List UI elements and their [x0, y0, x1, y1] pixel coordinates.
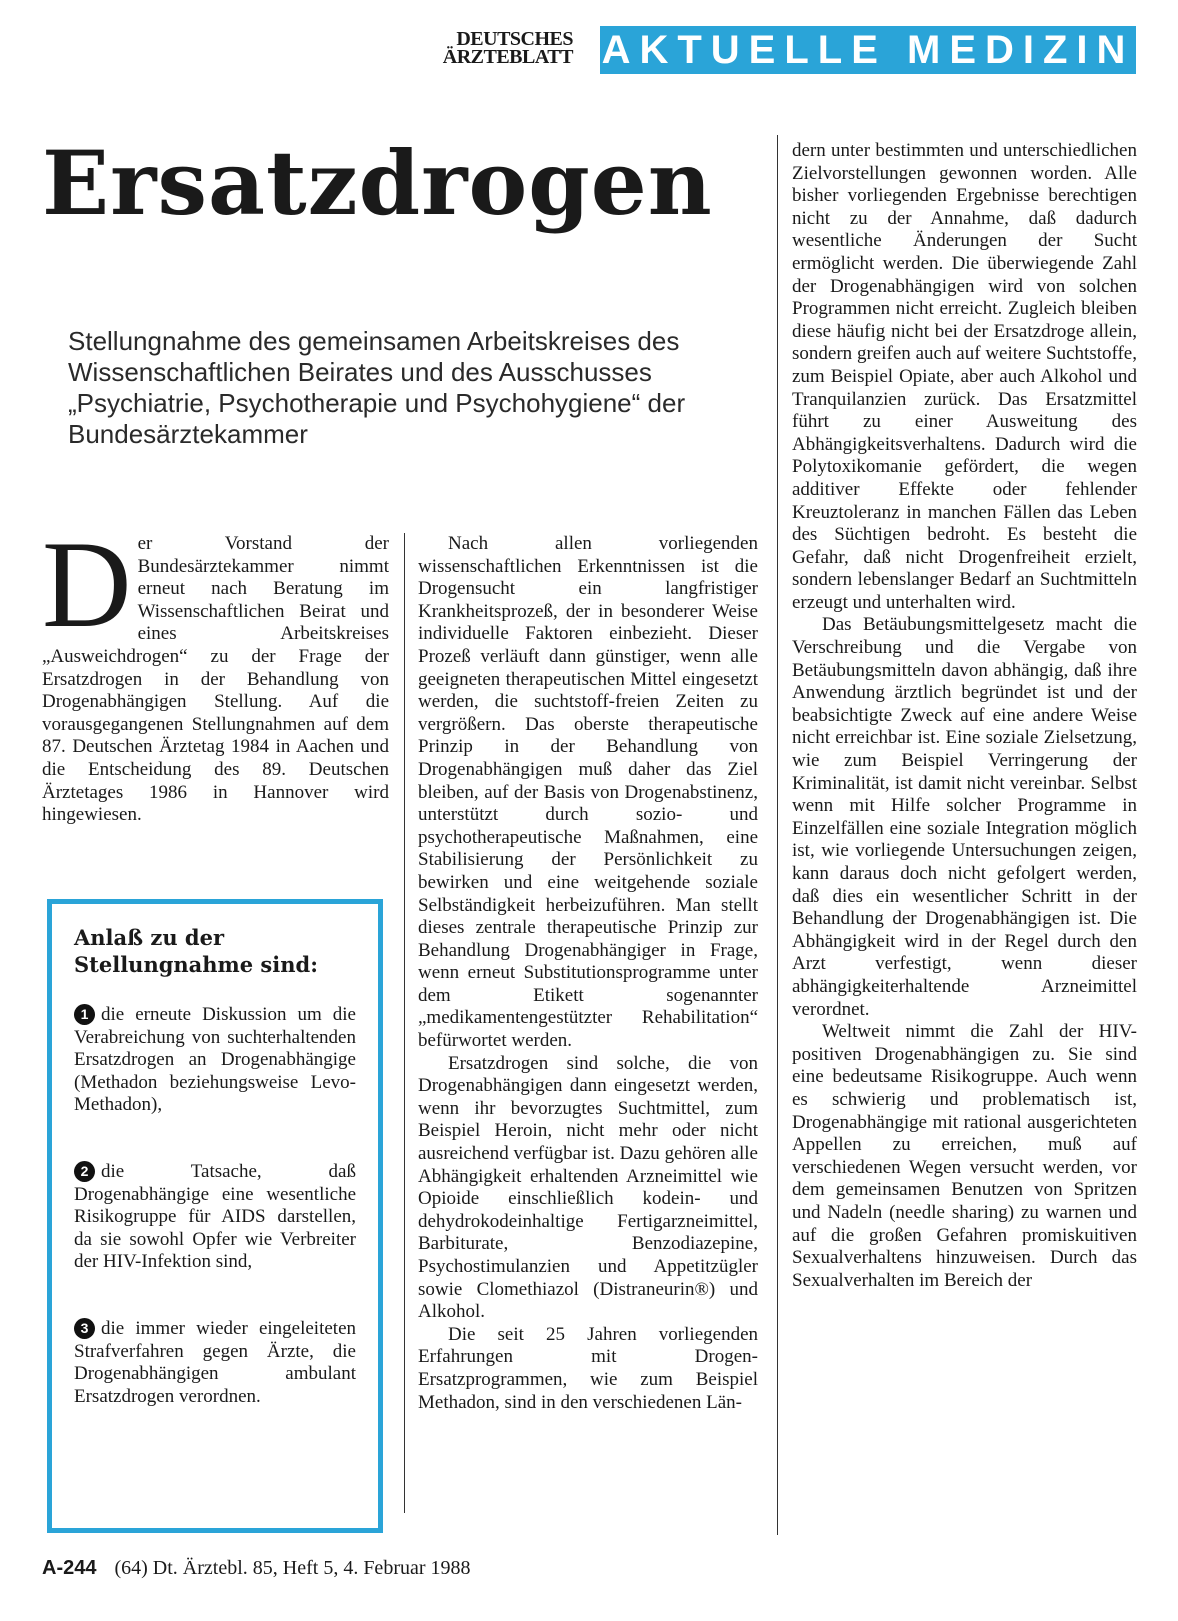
body-paragraph: dern unter bestimmten und unterschiedlichen Zielvorstellungen gewonnen worden. Alle bisher vorliegenden Ergebnisse berechtigen nicht zu der Annahme, daß dadurch wesentliche Änderungen der Sucht ermöglicht werden. Die überwiegende Zahl der Drogenabhängigen wird von solchen Programmen nicht erreicht. Zugleich bleiben diese häufig nicht bei der Ersatzdroge allein, sondern greifen auch auf weitere Suchtstoffe, zum Beispiel Opiate, aber auch Alkohol und Tranquilanzien zurück. Das Ersatzmittel führt zu einer Ausweitung des Abhängigkeitsverhaltens. Dadurch wird die Polytoxikomanie gefördert, die wegen additiver Effekte oder fehlender Kreuztoleranz in manchen Fällen das Leben des Süchtigen bedroht. Es besteht die Gefahr, daß nicht Drogenfreiheit erzielt, sondern lebenslanger Bedarf an Suchtmitteln erzeugt und unterhalten wird.	[792, 140, 1137, 613]
number-badge-3: 3	[74, 1318, 95, 1339]
article-subtitle: Stellungnahme des gemeinsamen Arbeitskreises des Wissenschaftlichen Beirates und des Ausschusses „Psychiatrie, Psychotherapie und Psychohygiene“ der Bundesärztekammer	[68, 326, 686, 449]
reason-item	[74, 1004, 356, 1117]
text-column-1	[42, 516, 389, 827]
page-footer	[42, 1556, 471, 1580]
intro-paragraph-text: er Vorstand der Bundesärztekammer nimmt erneut nach Beratung im Wissenschaftlichen Beirat und eines Arbeitskreises „Ausweichdrogen“ zu der Frage der Ersatzdrogen in der Behandlung von Drogenabhängigen Stellung. Auf die vorausgegangenen Stellungnahmen auf dem 87. Deutschen Ärztetag 1984 in Aachen und die Entscheidung des 89. Deutschen Ärztetages 1986 in Hannover wird hingewiesen.	[42, 533, 389, 826]
text-column-3	[792, 140, 1137, 1292]
body-paragraph: Weltweit nimmt die Zahl der HIV-positiven Drogenabhängigen zu. Sie sind eine bedeutsame Risikogruppe. Auch wenn es schwierig und problematisch ist, Drogenabhängige mit rational ausgerichteten Appellen zu erreichen, muß auf verschiedenen Wegen versucht werden, vor dem gemeinsamen Benutzen von Spritzen und Nadeln (needle sharing) zu warnen und auf die großen Gefahren promiskuitiven Sexualverhaltens hinzuweisen. Durch das Sexualverhalten im Bereich der	[792, 1021, 1137, 1291]
column-divider	[777, 135, 778, 1535]
journal-name-line2: ÄRZTEBLATT	[442, 46, 573, 68]
intro-paragraph	[42, 516, 389, 827]
reason-item-text: die Tatsache, daß Drogenabhängige eine wesentliche Risikogruppe für AIDS darstellen, da sie sowohl Opfer wie Verbreiter der HIV-Infektion sind,	[74, 1160, 356, 1273]
citation: (64) Dt. Ärztebl. 85, Heft 5, 4. Februar 1988	[114, 1557, 471, 1579]
journal-name-line1: DEUTSCHES	[456, 28, 573, 50]
reasons-box-title: Anlaß zu der Stellungnahme sind:	[74, 925, 318, 977]
body-paragraph: Nach allen vorliegenden wissenschaftlichen Erkenntnissen ist die Drogensucht ein langfristiger Krankheitsprozeß, der in besonderer Weise individuelle Faktoren einbezieht. Dieser Prozeß verläuft dann günstiger, wenn alle geeigneten therapeutischen Mittel eingesetzt werden, die suchtstoff-freien Zeiten zu vergrößern. Das oberste therapeutische Prinzip in der Behandlung von Drogenabhängigen muß daher das Ziel bleiben, auf der Basis von Drogenabstinenz, unterstützt durch sozio- und psychotherapeutische Maßnahmen, eine Stabilisierung der Persönlichkeit zu bewirken und eine weitgehende soziale Selbständigkeit herbeizuführen. Man stellt dieses zentrale therapeutische Prinzip zur Behandlung Drogenabhängiger in Frage, wenn erneut Substitutionsprogramme unter dem Etikett sogenannter „medikamentengestützter Rehabilitation“ befürwortet werden.	[418, 533, 758, 1052]
reason-item	[74, 1318, 356, 1408]
body-paragraph: Ersatzdrogen sind solche, die von Drogenabhängigen dann eingesetzt werden, wenn ihr bevorzugtes Suchtmittel, zum Beispiel Heroin, nicht mehr oder nicht ausreichend verfügbar ist. Dazu gehören alle Abhängigkeit erhaltenden Arzneimittel wie Opioide einschließlich kodein- und dehydrokodeinhaltige Fertigarzneimittel, Barbiturate, Benzodiazepine, Psychostimulanzien und Appetitzügler sowie Clomethiazol (Distraneurin®) und Alkohol.	[418, 1052, 758, 1323]
reason-item-text: die immer wieder eingeleiteten Strafverfahren gegen Ärzte, die Drogenabhängigen ambulant Ersatzdrogen verordnen.	[74, 1317, 356, 1407]
text-column-2	[418, 533, 758, 1414]
number-badge-1: 1	[74, 1004, 95, 1025]
section-banner: AKTUELLE MEDIZIN	[601, 28, 1135, 72]
body-paragraph: Die seit 25 Jahren vorliegenden Erfahrungen mit Drogen-Ersatzprogrammen, wie zum Beispiel Methadon, sind in den verschiedenen Län-	[418, 1323, 758, 1413]
body-paragraph: Das Betäubungsmittelgesetz macht die Verschreibung und die Vergabe von Betäubungsmitteln davon abhängig, daß ihre Anwendung ärztlich begründet ist und der beabsichtigte Zweck auf eine andere Weise nicht erreichbar ist. Eine soziale Zielsetzung, wie zum Beispiel Verringerung der Kriminalität, ist damit nicht vereinbar. Selbst wenn mit Hilfe solcher Programme in Einzelfällen eine soziale Integration möglich ist, wie vorliegende Untersuchungen zeigen, kann daraus doch nicht gefolgert werden, daß dies ein wesentlicher Schritt in der Behandlung der Drogenabhängigen ist. Die Abhängigkeit wird in der Regel durch den Arzt verfestigt, wenn dieser abhängigkeiterhaltende Arzneimittel verordnet.	[792, 614, 1137, 1020]
article-title: Ersatzdrogen	[42, 131, 713, 235]
drop-cap: D	[42, 516, 132, 653]
column-divider	[404, 533, 405, 1513]
reasons-box	[47, 899, 383, 1533]
page-number: A-244	[42, 1557, 97, 1579]
number-badge-2: 2	[74, 1161, 95, 1182]
reason-item-text: die erneute Diskussion um die Verabreichung von suchterhaltenden Ersatzdrogen an Drogenabhängige (Methadon beziehungsweise Levo-Methadon),	[74, 1004, 356, 1116]
journal-masthead	[425, 30, 573, 66]
reason-item	[74, 1161, 356, 1274]
